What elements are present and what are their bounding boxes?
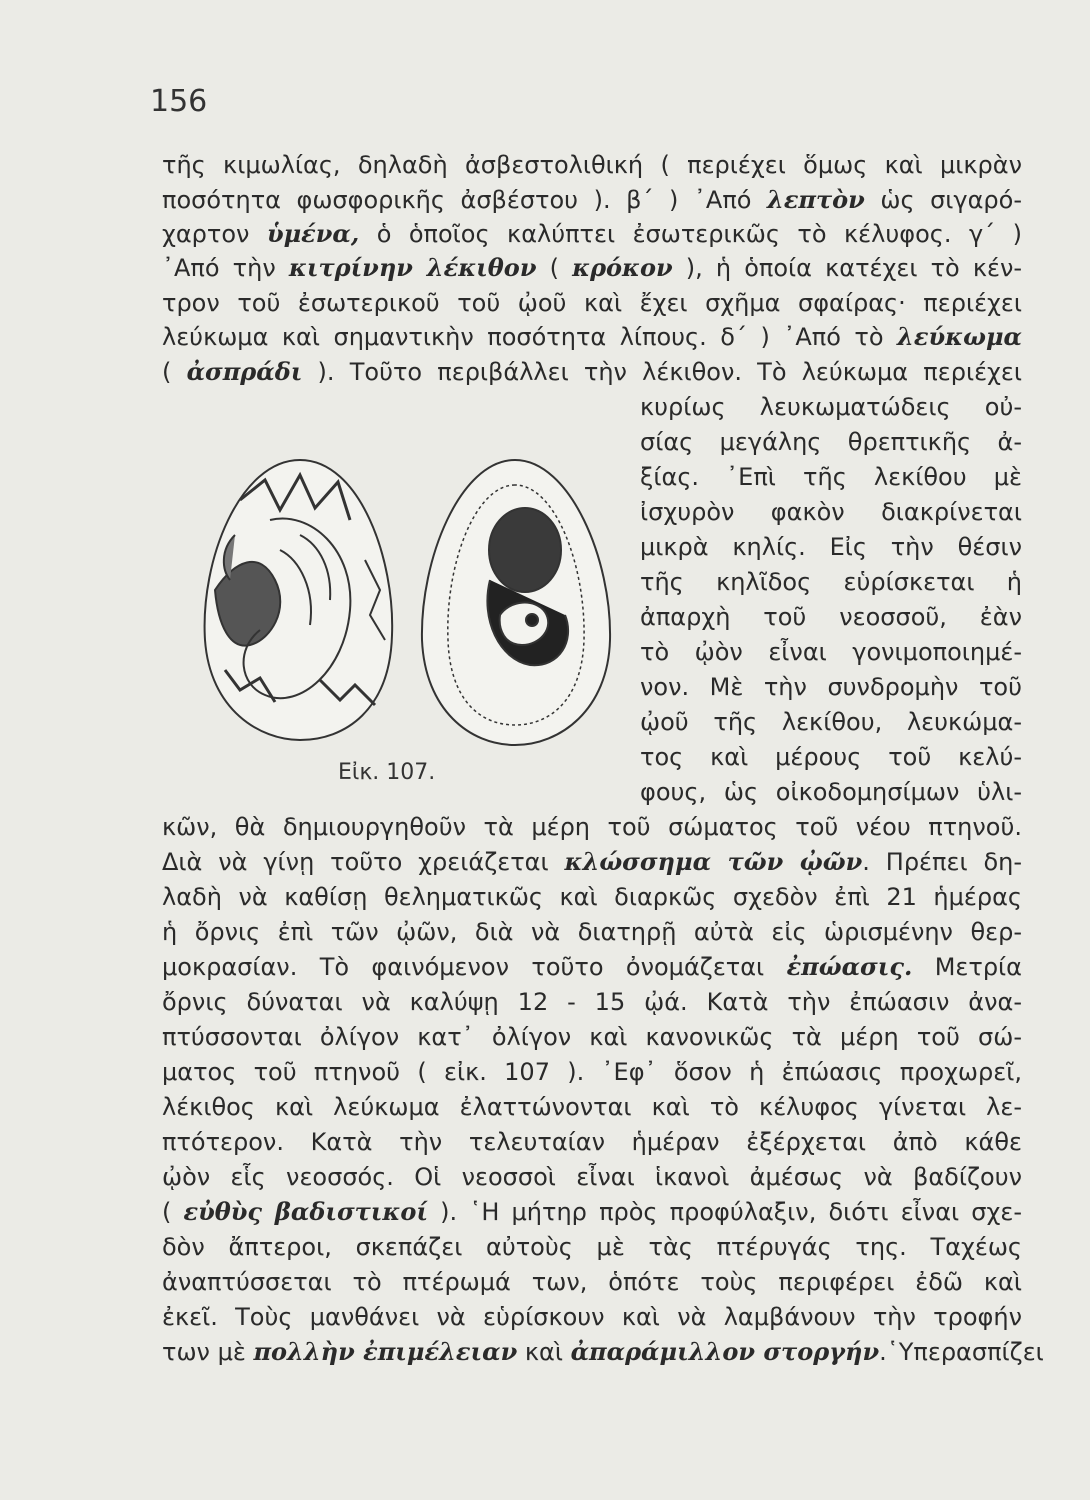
text-line: ξίας. ᾿Επὶ τῆς λεκίθου μὲ: [640, 463, 1022, 491]
text-line: ματος τοῦ πτηνοῦ ( εἰκ. 107 ). ᾿Εφ᾿ ὅσον ἡ ἐπώασις προχωρεῖ,: [162, 1058, 1022, 1086]
text-line: ἡ ὄρνις ἐπὶ τῶν ᾠῶν, διὰ νὰ διατηρῇ αὐτὰ εἰς ὡρισμένην θερ-: [162, 918, 1022, 946]
text-line: τῆς κιμωλίας, δηλαδὴ ἀσβεστολιθική ( περιέχει ὅμως καὶ μικρὰν: [162, 151, 1022, 179]
text-line: ἐκεῖ. Τοὺς μανθάνει νὰ εὑρίσκουν καὶ νὰ λαμβάνουν τὴν τροφήν: [162, 1303, 1022, 1331]
text-line: νον. Μὲ τὴν συνδρομὴν τοῦ: [640, 673, 1022, 701]
figure-caption: Εἰκ. 107.: [338, 760, 436, 785]
text-line: δὸν ἄπτεροι, σκεπάζει αὐτοὺς μὲ τὰς πτέρυγάς της. Ταχέως: [162, 1233, 1022, 1261]
text-line: χαρτον ὑμένα, ὁ ὁποῖος καλύπτει ἐσωτερικῶς τὸ κέλυφος. γ΄ ): [162, 219, 1022, 248]
text-line: ( εὐθὺς βαδιστικοί ). ῾Η μήτηρ πρὸς προφύλαξιν, διότι εἶναι σχε-: [162, 1197, 1022, 1226]
text-line: τῆς κηλῖδος εὑρίσκεται ἡ: [640, 568, 1022, 596]
text-line: ᾠοῦ τῆς λεκίθου, λευκώμα-: [640, 708, 1022, 736]
text-line: ἀπαρχὴ τοῦ νεοσσοῦ, ἐὰν: [640, 603, 1022, 631]
text-line: μοκρασίαν. Τὸ φαινόμενον τοῦτο ὀνομάζεται ἐπώασις. Μετρία: [162, 952, 1022, 981]
text-line: μικρὰ κηλίς. Εἰς τὴν θέσιν: [640, 533, 1022, 561]
text-line: ποσότητα φωσφορικῆς ἀσβέστου ). β΄ ) ᾿Από λεπτὸν ὡς σιγαρό-: [162, 185, 1023, 214]
text-line: λαδὴ νὰ καθίσῃ θεληματικῶς καὶ διαρκῶς σχεδὸν ἐπὶ 21 ἡμέρας: [162, 883, 1022, 911]
text-line: λέκιθος καὶ λεύκωμα ἐλαττώνονται καὶ τὸ κέλυφος γίνεται λε-: [162, 1093, 1022, 1121]
text-line: ᾿Από τὴν κιτρίνην λέκιθον ( κρόκον ), ἡ ὁποία κατέχει τὸ κέν-: [162, 253, 1023, 282]
text-line: κῶν, θὰ δημιουργηθοῦν τὰ μέρη τοῦ σώματος τοῦ νέου πτηνοῦ.: [162, 813, 1022, 841]
text-line: φους, ὡς οἰκοδομησίμων ὑλι-: [640, 778, 1022, 806]
text-line: ἀναπτύσσεται τὸ πτέρωμά των, ὁπότε τοὺς περιφέρει ἐδῶ καὶ: [162, 1268, 1022, 1296]
text-line: Διὰ νὰ γίνῃ τοῦτο χρειάζεται κλώσσημα τῶν ᾠῶν. Πρέπει δη-: [162, 847, 1022, 876]
text-line: λεύκωμα καὶ σημαντικὴν ποσότητα λίπους. δ΄ ) ᾿Από τὸ λεύκωμα: [162, 322, 1022, 351]
text-line: πτύσσονται ὀλίγον κατ᾿ ὀλίγον καὶ κανονικῶς τὰ μέρη τοῦ σώ-: [162, 1023, 1022, 1051]
text-line: ᾠὸν εἷς νεοσσός. Οἱ νεοσσοὶ εἶναι ἱκανοὶ ἀμέσως νὰ βαδίζουν: [162, 1163, 1022, 1191]
text-line: πτότερον. Κατὰ τὴν τελευταίαν ἡμέραν ἐξέρχεται ἀπὸ κάθε: [162, 1128, 1022, 1156]
egg-illustration: [180, 440, 620, 760]
text-line: ( ἀσπράδι ). Τοῦτο περιβάλλει τὴν λέκιθον. Τὸ λεύκωμα περιέχει: [162, 357, 1022, 386]
text-line: τὸ ᾠὸν εἶναι γονιμοποιημέ-: [640, 638, 1022, 666]
text-line: τρον τοῦ ἐσωτερικοῦ τοῦ ᾠοῦ καὶ ἔχει σχῆμα σφαίρας· περιέχει: [162, 289, 1022, 317]
text-line: τος καὶ μέρους τοῦ κελύ-: [640, 743, 1022, 771]
text-line: ὄρνις δύναται νὰ καλύψῃ 12 - 15 ᾠά. Κατὰ τὴν ἐπώασιν ἀνα-: [162, 988, 1022, 1016]
text-line: σίας μεγάλης θρεπτικῆς ἀ-: [640, 428, 1022, 456]
text-line: των μὲ πολλὴν ἐπιμέλειαν καὶ ἀπαράμιλλον στοργήν.῾Υπερασπίζει: [162, 1337, 1044, 1366]
text-line: κυρίως λευκωματώδεις οὐ-: [640, 393, 1022, 421]
text-line: ἰσχυρὸν φακὸν διακρίνεται: [640, 498, 1022, 526]
embryo-egg-drawing: [422, 460, 610, 745]
page-number: 156: [150, 84, 208, 119]
hatching-egg-drawing: [205, 460, 393, 740]
